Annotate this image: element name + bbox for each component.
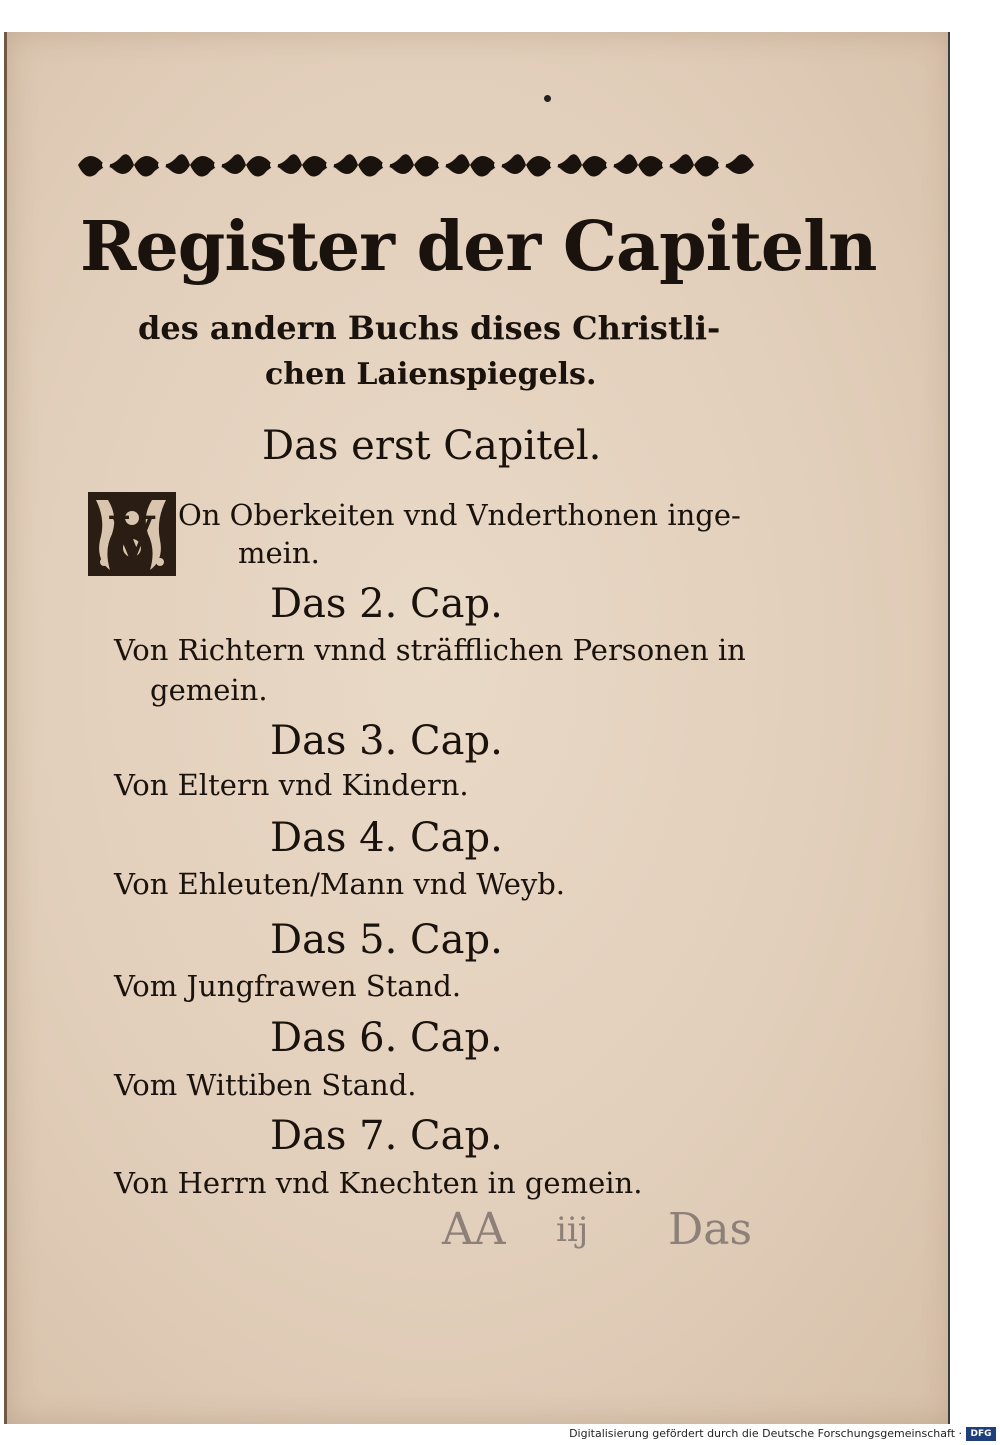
chapter-line-2-2: gemein. — [150, 673, 268, 707]
chapter-line-1-1: On Oberkeiten vnd Vnderthonen inge- — [178, 498, 741, 532]
footer-bar — [0, 1424, 1000, 1445]
chapter-heading-2: Das 2. Cap. — [270, 581, 503, 627]
chapter-line-6-1: Vom Wittiben Stand. — [114, 1068, 417, 1102]
signature-mark: AA — [442, 1204, 506, 1255]
chapter-heading-3: Das 3. Cap. — [270, 718, 503, 764]
chapter-heading-6: Das 6. Cap. — [270, 1015, 503, 1061]
chapter-line-2-1: Von Richtern vnnd sträfflichen Personen in — [114, 633, 746, 667]
page-title: Register der Capiteln — [80, 207, 877, 287]
svg-text:V: V — [109, 504, 155, 572]
catchword: Das — [668, 1204, 753, 1255]
decorated-initial-icon — [86, 490, 178, 578]
chapter-line-5-1: Vom Jungfrawen Stand. — [114, 969, 462, 1003]
chapter-heading-4: Das 4. Cap. — [270, 815, 503, 861]
chapter-line-7-1: Von Herrn vnd Knechten in gemein. — [114, 1166, 643, 1200]
signature-page: iij — [556, 1210, 589, 1250]
ornament-band-icon — [78, 140, 754, 190]
page-subtitle-line-1: des andern Buchs dises Christli- — [138, 309, 721, 347]
chapter-line-1-2: mein. — [238, 536, 320, 570]
margin-strip — [950, 32, 1000, 1424]
footer-credit: Digitalisierung gefördert durch die Deutsche Forschungsgemeinschaft · — [569, 1427, 962, 1440]
page-subtitle-line-2: chen Laienspiegels. — [265, 357, 597, 392]
chapter-heading-7: Das 7. Cap. — [270, 1113, 503, 1159]
chapter-line-3-1: Von Eltern vnd Kindern. — [114, 768, 469, 802]
chapter-heading-1: Das erst Capitel. — [262, 423, 602, 469]
chapter-line-4-1: Von Ehleuten/Mann vnd Weyb. — [114, 867, 566, 901]
dfg-logo-icon[interactable]: DFG — [966, 1427, 996, 1441]
chapter-heading-5: Das 5. Cap. — [270, 917, 503, 963]
